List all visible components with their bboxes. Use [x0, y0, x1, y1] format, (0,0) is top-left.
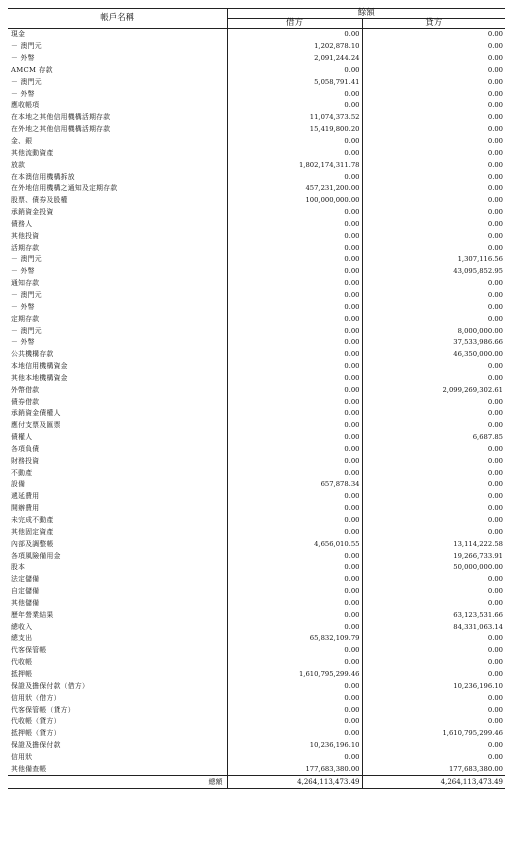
- account-name: 信用狀: [8, 751, 227, 763]
- credit-value: 0.00: [487, 65, 504, 74]
- debit-value: 0.00: [227, 337, 362, 349]
- account-name: － 外幣: [8, 88, 227, 100]
- account-name: 金、銀: [8, 136, 227, 148]
- account-name: 應付支票及匯票: [8, 420, 227, 432]
- debit-value: 0.00: [227, 171, 362, 183]
- account-name: 代收帳: [8, 657, 227, 669]
- account-name: 應收帳項: [8, 100, 227, 112]
- table-row: [8, 100, 505, 112]
- debit-value: 0.00: [227, 396, 362, 408]
- table-row: [8, 420, 505, 432]
- debit-value: 0.00: [227, 254, 362, 266]
- credit-value: 50,000,000.00: [453, 563, 504, 572]
- debit-value: 0.00: [227, 574, 362, 586]
- credit-value: 0.00: [487, 314, 504, 323]
- account-name: 抵押帳（貸方）: [8, 728, 227, 740]
- table-row: [8, 645, 505, 657]
- debit-value: 0.00: [227, 645, 362, 657]
- debit-value: 0.00: [227, 100, 362, 112]
- debit-value: 1,610,795,299.46: [227, 669, 362, 681]
- credit-value: 8,000,000.00: [457, 326, 504, 335]
- debit-value: 0.00: [227, 432, 362, 444]
- account-name: 通知存款: [8, 278, 227, 290]
- account-name: 股票、債券及股權: [8, 195, 227, 207]
- table-row: [8, 266, 505, 278]
- account-name: 公共機構存款: [8, 349, 227, 361]
- table-row: [8, 41, 505, 53]
- debit-value: 65,832,109.79: [227, 633, 362, 645]
- credit-value: 0.00: [487, 54, 504, 63]
- credit-value: 0.00: [487, 456, 504, 465]
- table-row: [8, 207, 505, 219]
- table-row: [8, 526, 505, 538]
- table-row: [8, 669, 505, 681]
- table-row: [8, 230, 505, 242]
- debit-value: 0.00: [227, 455, 362, 467]
- table-row: [8, 609, 505, 621]
- credit-value: 0.00: [487, 444, 504, 453]
- credit-value: 0.00: [487, 587, 504, 596]
- credit-value: 0.00: [487, 575, 504, 584]
- credit-value: 0.00: [487, 741, 504, 750]
- account-name: 在外地之其他信用機構活期存款: [8, 124, 227, 136]
- debit-value: 0.00: [227, 467, 362, 479]
- account-name: 不動產: [8, 467, 227, 479]
- credit-value: 0.00: [487, 302, 504, 311]
- debit-value: 0.00: [227, 65, 362, 77]
- debit-value: 0.00: [227, 751, 362, 763]
- credit-value: 6,687.85: [472, 433, 504, 442]
- account-name: 保證及擔保付款（借方）: [8, 680, 227, 692]
- credit-value: 1,307,116.56: [457, 255, 504, 264]
- table-row: [8, 147, 505, 159]
- debit-value: 0.00: [227, 301, 362, 313]
- debit-value: 0.00: [227, 716, 362, 728]
- credit-value: 63,123,531.66: [453, 610, 504, 619]
- credit-value: 177,683,380.00: [362, 763, 505, 775]
- account-name: 信用狀（借方）: [8, 692, 227, 704]
- account-name: 各項風險備用金: [8, 550, 227, 562]
- account-name-header: 帳戶名稱: [8, 9, 227, 29]
- credit-value: 0.00: [487, 219, 504, 228]
- credit-value: 0.00: [487, 409, 504, 418]
- table-row: [8, 408, 505, 420]
- credit-value: 0.00: [487, 77, 504, 86]
- credit-value: 0.00: [487, 421, 504, 430]
- credit-value: 0.00: [487, 290, 504, 299]
- table-row: [8, 538, 505, 550]
- table-row: [8, 112, 505, 124]
- debit-value: 0.00: [227, 586, 362, 598]
- debit-value: 457,231,200.00: [227, 183, 362, 195]
- credit-value: 0.00: [487, 397, 504, 406]
- table-row: [8, 171, 505, 183]
- table-row: [8, 751, 505, 763]
- account-name: 在本澳信用機構拆放: [8, 171, 227, 183]
- credit-value: 0.00: [487, 172, 504, 181]
- debit-value: 0.00: [227, 278, 362, 290]
- account-name: 財務投資: [8, 455, 227, 467]
- table-row: [8, 491, 505, 503]
- credit-header: 貸方: [362, 19, 505, 29]
- credit-value: 0.00: [487, 101, 504, 110]
- credit-value: 0.00: [487, 516, 504, 525]
- credit-value: 0.00: [487, 527, 504, 536]
- debit-value: 4,656,010.55: [227, 538, 362, 550]
- credit-value: 13,114,222.58: [453, 539, 504, 548]
- table-row: [8, 124, 505, 136]
- credit-value: 0.00: [487, 492, 504, 501]
- table-row: [8, 740, 505, 752]
- account-name: 活期存款: [8, 242, 227, 254]
- account-name: 其他本地機構資金: [8, 372, 227, 384]
- credit-value: 0.00: [487, 752, 504, 761]
- table-row: [8, 455, 505, 467]
- credit-value: 0.00: [487, 705, 504, 714]
- total-debit: 4,264,113,473.49: [227, 776, 362, 789]
- debit-value: 10,236,196.10: [227, 740, 362, 752]
- table-row: [8, 278, 505, 290]
- credit-value: 0.00: [487, 658, 504, 667]
- debit-value: 0.00: [227, 550, 362, 562]
- account-name: 其他投資: [8, 230, 227, 242]
- table-row: [8, 716, 505, 728]
- debit-value: 0.00: [227, 242, 362, 254]
- account-name: 歷年營業結果: [8, 609, 227, 621]
- credit-value: 84,331,063.14: [453, 622, 504, 631]
- debit-value: 0.00: [227, 609, 362, 621]
- table-row: [8, 657, 505, 669]
- credit-value: 0.00: [487, 646, 504, 655]
- debit-value: 2,091,244.24: [227, 53, 362, 65]
- table-row: [8, 586, 505, 598]
- account-name: 其他流動資產: [8, 147, 227, 159]
- credit-value: 0.00: [487, 468, 504, 477]
- account-name: 其他備查帳: [8, 763, 227, 775]
- credit-value: 0.00: [487, 634, 504, 643]
- table-row: [8, 728, 505, 740]
- account-name: 債券借款: [8, 396, 227, 408]
- account-name: － 澳門元: [8, 41, 227, 53]
- debit-value: 0.00: [227, 657, 362, 669]
- table-row: [8, 349, 505, 361]
- credit-value: 2,099,269,302.61: [442, 385, 504, 394]
- debit-value: 657,878.34: [227, 479, 362, 491]
- credit-value: 0.00: [487, 279, 504, 288]
- credit-value: 0.00: [487, 693, 504, 702]
- debit-value: 15,419,800.20: [227, 124, 362, 136]
- credit-value: 0.00: [487, 480, 504, 489]
- balance-header: 餘額: [227, 9, 505, 19]
- account-name: 總支出: [8, 633, 227, 645]
- credit-value: 0.00: [487, 231, 504, 240]
- table-row: [8, 550, 505, 562]
- account-name: 在本地之其他信用機構活期存款: [8, 112, 227, 124]
- account-name: 定期存款: [8, 313, 227, 325]
- account-name: － 澳門元: [8, 290, 227, 302]
- table-row: [8, 76, 505, 88]
- debit-value: 100,000,000.00: [227, 195, 362, 207]
- debit-value: 0.00: [227, 680, 362, 692]
- table-row: [8, 53, 505, 65]
- account-name: 債務人: [8, 219, 227, 231]
- debit-value: 0.00: [227, 526, 362, 538]
- debit-value: 0.00: [227, 515, 362, 527]
- account-name: 股本: [8, 562, 227, 574]
- account-name: 代客保管帳: [8, 645, 227, 657]
- table-row: [8, 503, 505, 515]
- credit-value: 0.00: [487, 196, 504, 205]
- table-row: [8, 88, 505, 100]
- table-row: [8, 372, 505, 384]
- table-row: [8, 159, 505, 171]
- table-row: [8, 290, 505, 302]
- account-name: 債權人: [8, 432, 227, 444]
- credit-value: 0.00: [487, 362, 504, 371]
- debit-value: 0.00: [227, 598, 362, 610]
- account-name: 未完成不動產: [8, 515, 227, 527]
- credit-value: 0.00: [487, 89, 504, 98]
- debit-value: 5,058,791.41: [227, 76, 362, 88]
- debit-value: 0.00: [227, 420, 362, 432]
- table-row: [8, 337, 505, 349]
- account-name: 抵押帳: [8, 669, 227, 681]
- account-name: － 外幣: [8, 53, 227, 65]
- debit-value: 1,202,878.10: [227, 41, 362, 53]
- debit-value: 0.00: [227, 349, 362, 361]
- balance-table: [8, 8, 505, 789]
- credit-value: 0.00: [487, 148, 504, 157]
- account-name: 本地信用機構資金: [8, 361, 227, 373]
- account-name: 開辦費用: [8, 503, 227, 515]
- debit-value: 0.00: [227, 219, 362, 231]
- credit-value: 0.00: [487, 184, 504, 193]
- credit-value: 0.00: [487, 125, 504, 134]
- account-name: 其他儲備: [8, 598, 227, 610]
- table-row: [8, 515, 505, 527]
- debit-value: 11,074,373.52: [227, 112, 362, 124]
- credit-value: 0.00: [487, 243, 504, 252]
- credit-value: 0.00: [487, 717, 504, 726]
- account-name: 保證及擔保付款: [8, 740, 227, 752]
- account-name: 在外地信用機構之通知及定期存款: [8, 183, 227, 195]
- debit-value: 1,802,174,311.78: [227, 159, 362, 171]
- credit-value: 0.00: [487, 669, 504, 678]
- table-row: [8, 195, 505, 207]
- debit-value: 0.00: [227, 692, 362, 704]
- account-name: 承銷資金投資: [8, 207, 227, 219]
- account-name: 總收入: [8, 621, 227, 633]
- debit-value: 0.00: [227, 704, 362, 716]
- account-name: AMCM 存款: [8, 65, 227, 77]
- debit-value: 0.00: [227, 621, 362, 633]
- debit-value: 0.00: [227, 491, 362, 503]
- table-row: [8, 467, 505, 479]
- table-row: [8, 254, 505, 266]
- debit-value: 0.00: [227, 29, 362, 41]
- table-row: [8, 219, 505, 231]
- table-row: [8, 136, 505, 148]
- debit-value: 0.00: [227, 266, 362, 278]
- credit-value: 0.00: [487, 373, 504, 382]
- table-row: [8, 29, 505, 41]
- table-row: [8, 444, 505, 456]
- credit-value: 0.00: [487, 160, 504, 169]
- account-name: 各項負債: [8, 444, 227, 456]
- table-row: [8, 633, 505, 645]
- credit-value: 0.00: [487, 137, 504, 146]
- table-row: [8, 680, 505, 692]
- credit-value: 0.00: [487, 208, 504, 217]
- credit-value: 0.00: [487, 113, 504, 122]
- account-name: 自定儲備: [8, 586, 227, 598]
- debit-value: 0.00: [227, 728, 362, 740]
- table-row: [8, 479, 505, 491]
- table-row: [8, 574, 505, 586]
- table-row: [8, 183, 505, 195]
- total-label: 總額: [8, 776, 227, 789]
- debit-value: 0.00: [227, 361, 362, 373]
- table-row: [8, 692, 505, 704]
- account-name: 法定儲備: [8, 574, 227, 586]
- table-row: [8, 325, 505, 337]
- account-name: － 外幣: [8, 301, 227, 313]
- credit-value: 0.00: [487, 504, 504, 513]
- total-credit: 4,264,113,473.49: [362, 776, 505, 789]
- account-rows: [8, 29, 505, 776]
- account-name: 承銷資金債權人: [8, 408, 227, 420]
- debit-value: 0.00: [227, 562, 362, 574]
- credit-value: 19,266,733.91: [453, 551, 504, 560]
- account-name: 外幣借款: [8, 384, 227, 396]
- debit-value: 0.00: [227, 372, 362, 384]
- debit-value: 0.00: [227, 230, 362, 242]
- table-row: [8, 704, 505, 716]
- table-row: [8, 361, 505, 373]
- credit-value: 46,350,000.00: [453, 350, 504, 359]
- account-name: － 外幣: [8, 266, 227, 278]
- debit-value: 0.00: [227, 207, 362, 219]
- account-name: 內部及調整帳: [8, 538, 227, 550]
- debit-value: 0.00: [227, 444, 362, 456]
- account-name: 其他固定資產: [8, 526, 227, 538]
- account-name: － 外幣: [8, 337, 227, 349]
- account-name: 現金: [8, 29, 227, 41]
- credit-value: 43,095,852.95: [453, 267, 504, 276]
- account-name: 代收帳（貸方）: [8, 716, 227, 728]
- account-name: 設備: [8, 479, 227, 491]
- credit-value: 10,236,196.10: [453, 681, 504, 690]
- table-row: [8, 763, 505, 775]
- debit-value: 0.00: [227, 136, 362, 148]
- debit-value: 0.00: [227, 384, 362, 396]
- credit-value: 37,533,986.66: [453, 338, 504, 347]
- table-row: [8, 242, 505, 254]
- table-row: [8, 384, 505, 396]
- table-row: [8, 621, 505, 633]
- account-name: 代客保管帳（貸方）: [8, 704, 227, 716]
- table-row: [8, 432, 505, 444]
- credit-value: 0.00: [487, 42, 504, 51]
- credit-value: 1,610,795,299.46: [442, 729, 504, 738]
- debit-value: 0.00: [227, 408, 362, 420]
- debit-value: 0.00: [227, 313, 362, 325]
- table-row: [8, 396, 505, 408]
- debit-header: 借方: [227, 19, 362, 29]
- account-name: － 澳門元: [8, 325, 227, 337]
- credit-value: 0.00: [487, 598, 504, 607]
- debit-value: 0.00: [227, 147, 362, 159]
- debit-value: 0.00: [227, 325, 362, 337]
- trial-balance-sheet: [8, 8, 505, 789]
- account-name: － 澳門元: [8, 254, 227, 266]
- table-row: [8, 313, 505, 325]
- account-name: 放款: [8, 159, 227, 171]
- total-row: [8, 776, 505, 789]
- debit-value: 177,683,380.00: [227, 763, 362, 775]
- debit-value: 0.00: [227, 503, 362, 515]
- account-name: 遞延費用: [8, 491, 227, 503]
- debit-value: 0.00: [227, 290, 362, 302]
- table-row: [8, 598, 505, 610]
- table-row: [8, 65, 505, 77]
- account-name: － 澳門元: [8, 76, 227, 88]
- credit-value: 0.00: [487, 30, 504, 39]
- table-row: [8, 562, 505, 574]
- table-row: [8, 301, 505, 313]
- debit-value: 0.00: [227, 88, 362, 100]
